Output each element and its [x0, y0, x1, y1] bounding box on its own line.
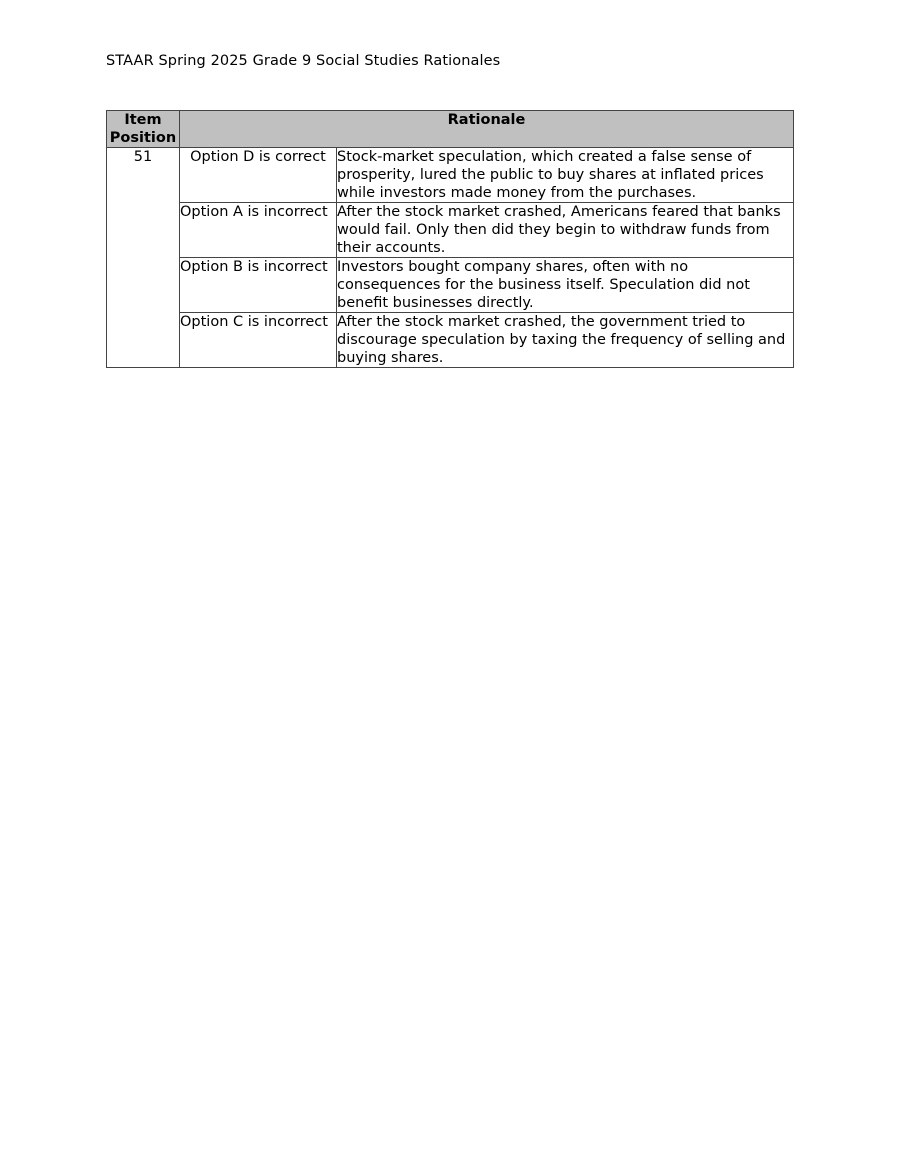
- rationale-table: [106, 110, 794, 368]
- table-row: [107, 203, 794, 258]
- option-label-cell: Option D is correct: [180, 148, 337, 203]
- column-header-item-position: Item Position: [107, 111, 180, 148]
- option-label-cell: Option B is incorrect: [180, 258, 337, 313]
- rationale-text-cell: After the stock market crashed, Americans feared that banks would fail. Only then did they begin to withdraw funds from their accounts.: [337, 203, 794, 258]
- table-row: [107, 313, 794, 368]
- option-label-cell: Option A is incorrect: [180, 203, 337, 258]
- rationale-text-cell: Investors bought company shares, often with no consequences for the business itself. Speculation did not benefit businesses directly.: [337, 258, 794, 313]
- rationale-text-cell: After the stock market crashed, the government tried to discourage speculation by taxing the frequency of selling and buying shares.: [337, 313, 794, 368]
- table-row: [107, 258, 794, 313]
- option-label-cell: Option C is incorrect: [180, 313, 337, 368]
- column-header-rationale: Rationale: [180, 111, 794, 148]
- table-header-row: [107, 111, 794, 148]
- page-title: STAAR Spring 2025 Grade 9 Social Studies Rationales: [106, 53, 501, 69]
- item-position-cell: 51: [107, 148, 180, 368]
- rationale-text-cell: Stock-market speculation, which created a false sense of prosperity, lured the public to buy shares at inflated prices while investors made money from the purchases.: [337, 148, 794, 203]
- table-row: [107, 148, 794, 203]
